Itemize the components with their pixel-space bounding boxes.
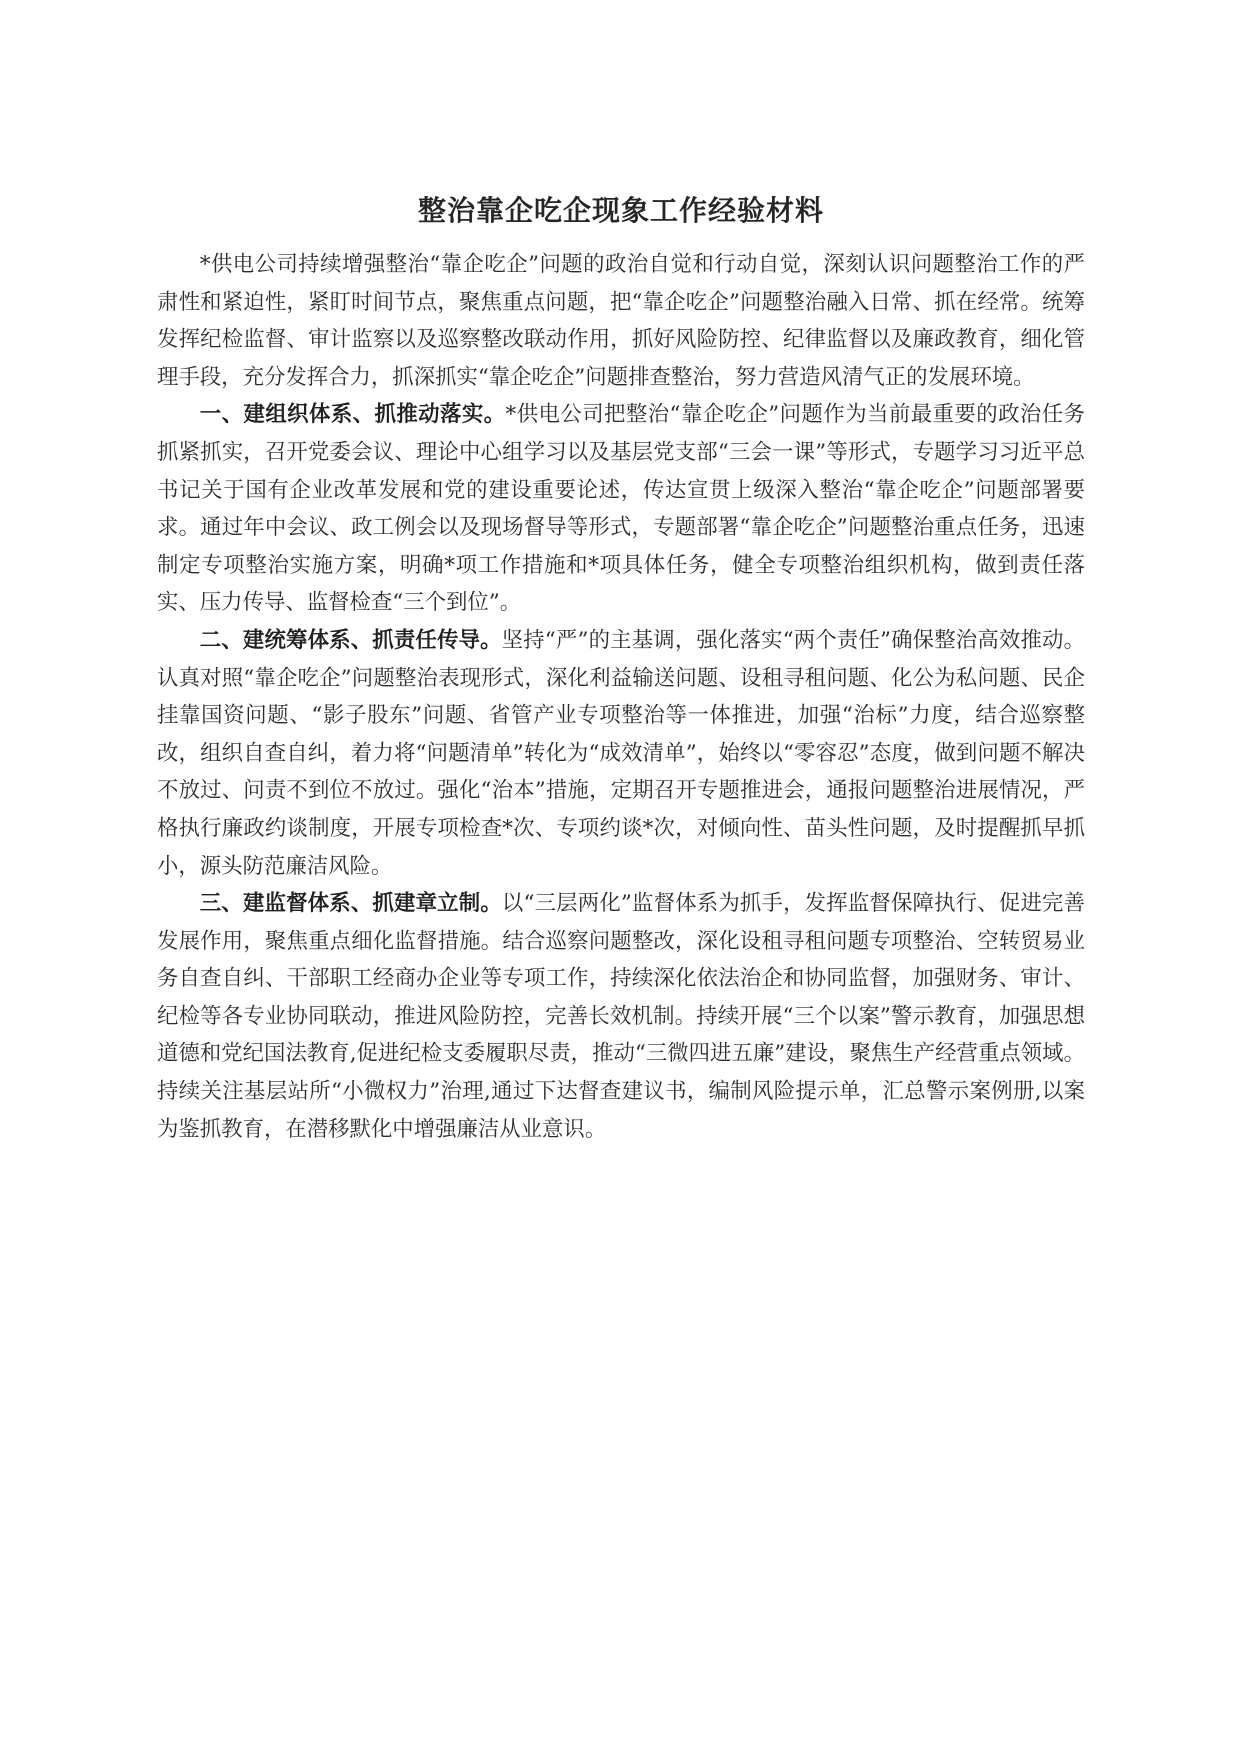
section-paragraph-1 [157, 396, 1085, 622]
section-body-3: 以“三层两化”监督体系为抓手，发挥监督保障执行、促进完善发展作用，聚焦重点细化监督措施。结合巡察问题整改，深化设租寻租问题专项整治、空转贸易业务自查自纠、干部职工经商办企业等专项工作，持续深化依法治企和协同监督，加强财务、审计、纪检等各专业协同联动，推进风险防控，完善长效机制。持续开展“三个以案”警示教育，加强思想道德和党纪国法教育,促进纪检支委履职尽责，推动“三微四进五廉”建设，聚焦生产经营重点领域。持续关注基层站所“小微权力”治理,通过下达督查建议书，编制风险提示单，汇总警示案例册,以案为鉴抓教育，在潜移默化中增强廉洁从业意识。 [157, 891, 1085, 1142]
section-heading-3: 三、建监督体系、抓建章立制。 [199, 891, 502, 917]
section-body-1: *供电公司把整治“靠企吃企”问题作为当前最重要的政治任务抓紧抓实，召开党委会议、理论中心组学习以及基层党支部“三会一课”等形式，专题学习习近平总书记关于国有企业改革发展和党的建设重要论述，传达宣贯上级深入整治“靠企吃企”问题部署要求。通过年中会议、政工例会以及现场督导等形式，专题部署“靠企吃企”问题整治重点任务，迅速制定专项整治实施方案，明确*项工作措施和*项具体任务，健全专项整治组织机构，做到责任落实、压力传导、监督检查“三个到位”。 [157, 402, 1085, 616]
document-title: 整治靠企吃企现象工作经验材料 [417, 194, 824, 227]
section-body-2: 坚持“严”的主基调，强化落实“两个责任”确保整治高效推动。认真对照“靠企吃企”问题整治表现形式，深化利益输送问题、设租寻租问题、化公为私问题、民企挂靠国资问题、“影子股东”问题、省管产业专项整治等一体推进，加强“治标”力度，结合巡察整改，组织自查自纠，着力将“问题清单”转化为“成效清单”，始终以“零容忍”态度，做到问题不解决不放过、问责不到位不放过。强化“治本”措施，定期召开专题推进会，通报问题整治进展情况，严格执行廉政约谈制度，开展专项检查*次、专项约谈*次，对倾向性、苗头性问题，及时提醒抓早抓小，源头防范廉洁风险。 [157, 627, 1085, 879]
document-page [157, 192, 1085, 1148]
section-heading-1: 一、建组织体系、抓推动落实。 [199, 402, 506, 428]
intro-paragraph: *供电公司持续增强整治“靠企吃企”问题的政治自觉和行动自觉，深刻认识问题整治工作的严肃性和紧迫性，紧盯时间节点，聚焦重点问题，把“靠企吃企”问题整治融入日常、抓在经常。统筹发挥纪检监督、审计监察以及巡察整改联动作用，抓好风险防控、纪律监督以及廉政教育，细化管理手段，充分发挥合力，抓深抓实“靠企吃企”问题排查整治，努力营造风清气正的发展环境。 [157, 252, 1085, 390]
section-paragraph-2 [157, 622, 1085, 885]
section-heading-2: 二、建统筹体系、抓责任传导。 [199, 627, 502, 653]
section-paragraph-3 [157, 885, 1085, 1148]
